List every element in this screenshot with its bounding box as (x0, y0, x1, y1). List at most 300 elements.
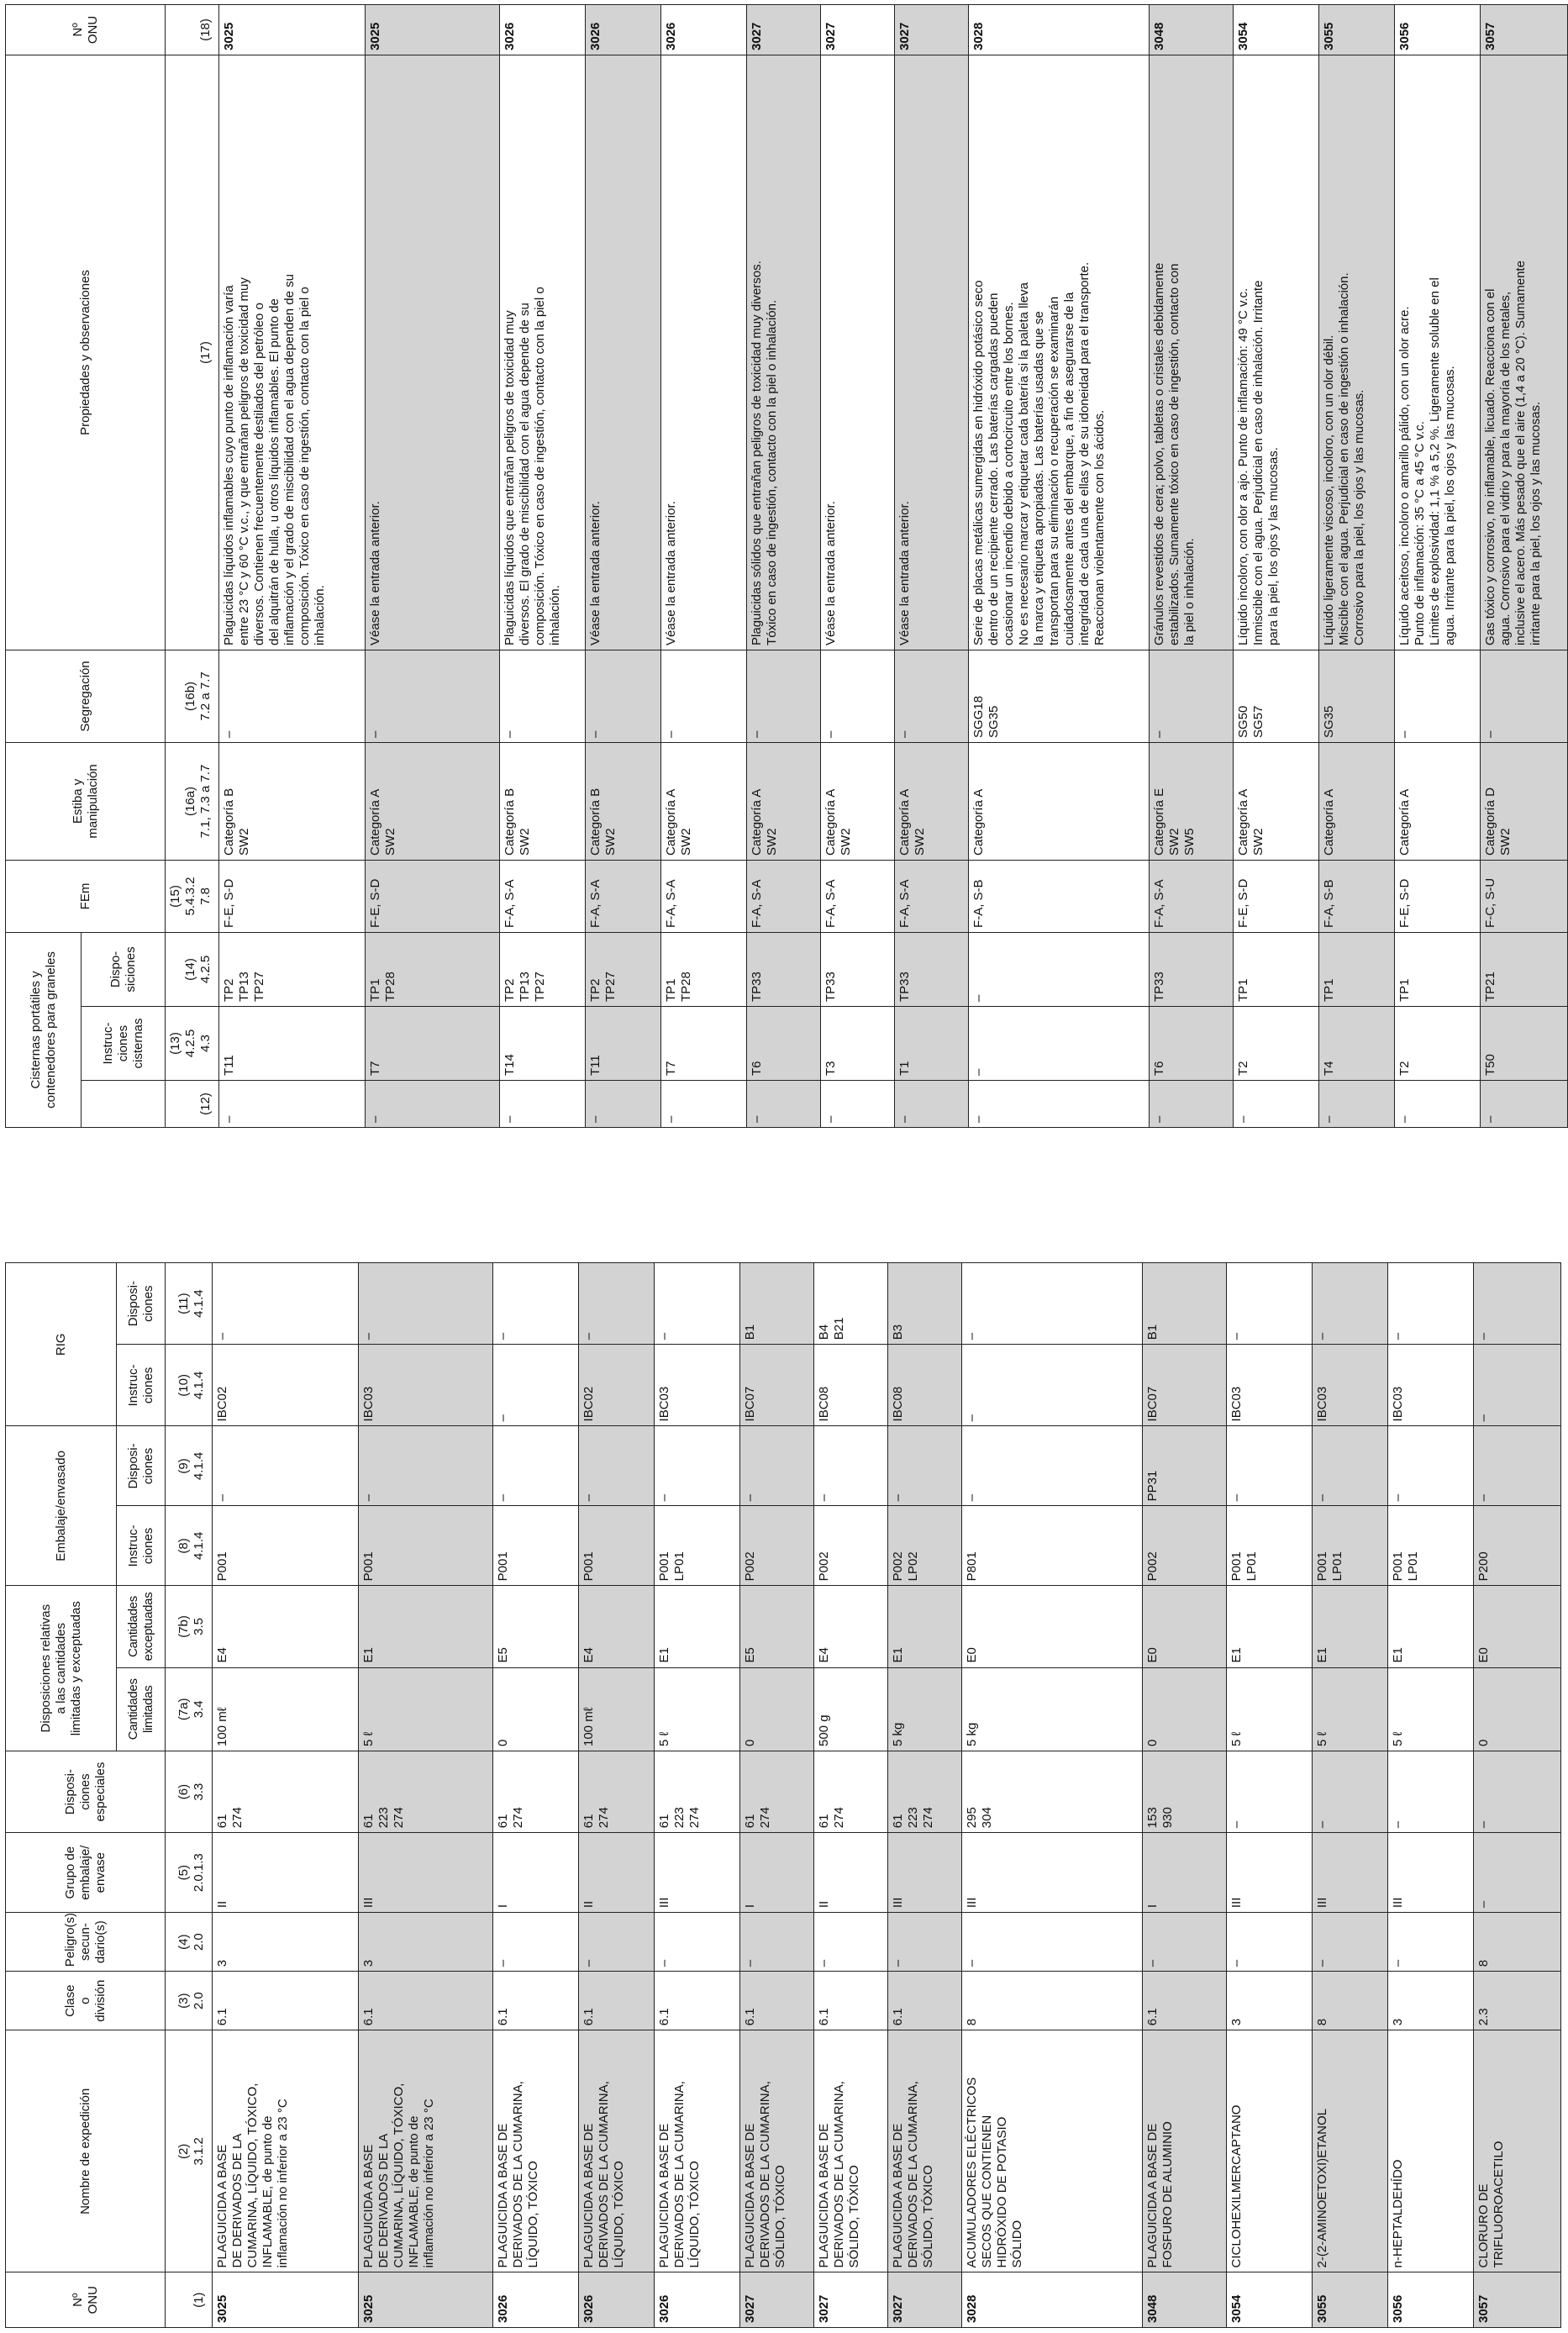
cell-properties: Véase la entrada anterior. (821, 55, 895, 650)
cell-stowage: Categoría A (1395, 742, 1481, 860)
table-row (586, 4, 661, 1127)
cell-ibc-provision: B1 (740, 1263, 814, 1345)
cell-tank-provision: TP33 (1150, 932, 1234, 1006)
cell-stowage: Categoría B SW2 (586, 742, 661, 860)
cell-stowage: Categoría A SW2 (821, 742, 895, 860)
cell-packing-instruction: P001 (579, 1506, 655, 1586)
cell-shipping-name: ACUMULADORES ELÉCTRICOS SECOS QUE CONTIENEN HIDRÓXIDO DE POTASIO SÓLIDO (962, 2030, 1143, 2272)
cell-ems: F-A, S-A (500, 860, 586, 932)
cell-onu: 3025 (359, 2272, 493, 2328)
cell-tank-provision: TP33 (895, 932, 969, 1006)
cell-packing-provision: – (888, 1426, 962, 1506)
cell-packing-group: III (1388, 1833, 1474, 1913)
colnum: (3) 2.0 (166, 1972, 213, 2030)
cell-ibc-instruction: – (493, 1345, 579, 1426)
cell-tank-provision: TP33 (747, 932, 821, 1006)
cell-onu: 3026 (579, 2272, 655, 2328)
cell-class: 3 (1388, 1972, 1474, 2030)
cell-stowage: Categoría A SW2 (661, 742, 747, 860)
header-packing-instructions: Instruc- ciones (117, 1506, 166, 1586)
table-row (895, 4, 969, 1127)
cell-shipping-name: PLAGUICIDA A BASE DE DERIVADOS DE LA CUMARINA, LÍQUIDO, TÓXICO (493, 2030, 579, 2272)
cell-packing-instruction: P002 (740, 1506, 814, 1586)
cell-tank-instruction: T2 (1395, 1007, 1481, 1081)
cell-ems: F-A, S-B (1319, 860, 1395, 932)
cell-ibc-provision: – (1227, 1263, 1313, 1345)
cell-col12: – (219, 1081, 366, 1128)
right-table-body (219, 4, 1568, 1127)
cell-subsidiary-hazard: 3 (213, 1913, 359, 1972)
cell-segregation: SG35 (1319, 650, 1395, 742)
cell-excepted-quantity: E1 (1227, 1586, 1313, 1667)
cell-tank-provision: TP1 TP28 (661, 932, 747, 1006)
cell-packing-instruction: P200 (1474, 1506, 1561, 1586)
cell-onu-right: 3027 (895, 4, 969, 55)
header-onu: Nº ONU (6, 2272, 166, 2328)
cell-class: 6.1 (359, 1972, 493, 2030)
cell-ems: F-E, S-D (366, 860, 500, 932)
colnum: (8) 4.1.4 (166, 1506, 213, 1586)
cell-limited-quantity: 5 ℓ (655, 1667, 740, 1751)
cell-ibc-instruction: IBC03 (655, 1345, 740, 1426)
header-tank-instructions: Instruc- ciones cisternas (82, 1007, 166, 1081)
cell-col12: – (1481, 1081, 1568, 1128)
cell-segregation: – (661, 650, 747, 742)
cell-ems: F-A, S-B (969, 860, 1150, 932)
cell-packing-group: III (359, 1833, 493, 1913)
cell-packing-provision: – (213, 1426, 359, 1506)
cell-ems: F-E, S-D (1395, 860, 1481, 932)
cell-stowage: Categoría A (969, 742, 1150, 860)
left-table-body (213, 1263, 1561, 2328)
cell-properties: Véase la entrada anterior. (586, 55, 661, 650)
cell-segregation: – (747, 650, 821, 742)
cell-tank-instruction: T3 (821, 1007, 895, 1081)
cell-packing-group: II (213, 1833, 359, 1913)
cell-ibc-provision: B1 (1143, 1263, 1227, 1345)
cell-subsidiary-hazard: – (1227, 1913, 1313, 1972)
cell-packing-instruction: P801 (962, 1506, 1143, 1586)
colnum: (15) 5.4.3.2 7.8 (166, 860, 219, 932)
cell-onu-right: 3027 (821, 4, 895, 55)
table-row (1234, 4, 1319, 1127)
cell-ibc-instruction: IBC02 (579, 1345, 655, 1426)
cell-ibc-instruction: IBC02 (213, 1345, 359, 1426)
cell-onu: 3025 (213, 2272, 359, 2328)
cell-ibc-instruction: IBC08 (814, 1345, 888, 1426)
cell-col12: – (1319, 1081, 1395, 1128)
cell-limited-quantity: 100 mℓ (579, 1667, 655, 1751)
cell-limited-quantity: 5 ℓ (359, 1667, 493, 1751)
cell-col12: – (1395, 1081, 1481, 1128)
table-row (1474, 1263, 1561, 2328)
header-segregation: Segregación (6, 650, 166, 742)
cell-onu: 3048 (1143, 2272, 1227, 2328)
cell-class: 6.1 (655, 1972, 740, 2030)
cell-ems: F-E, S-D (1234, 860, 1319, 932)
table-row (366, 4, 500, 1127)
cell-special-provisions: 61 274 (579, 1751, 655, 1833)
colnum: (5) 2.0.1.3 (166, 1833, 213, 1913)
header-ibc-provisions: Disposi- ciones (117, 1263, 166, 1345)
cell-tank-instruction: T11 (219, 1007, 366, 1081)
cell-special-provisions: – (1227, 1751, 1313, 1833)
cell-col12: – (661, 1081, 747, 1128)
cell-tank-provision: TP2 TP27 (586, 932, 661, 1006)
cell-limited-quantity: 0 (1143, 1667, 1227, 1751)
cell-excepted-quantity: E4 (213, 1586, 359, 1667)
cell-special-provisions: 61 274 (814, 1751, 888, 1833)
cell-properties: Líquido aceitoso, incoloro o amarillo pálido, con un olor acre. Punto de inflamación: 35 °C a 45 °C v.c. Límites de explosividad: 1,1 % a 5,2 %. Ligeramente soluble en el agua. Irritante para la piel, los ojos y las mucosas. (1395, 55, 1481, 650)
colnum: (18) (166, 4, 219, 55)
cell-limited-quantity: 0 (1474, 1667, 1561, 1751)
colnum: (4) 2.0 (166, 1913, 213, 1972)
cell-onu: 3028 (962, 2272, 1143, 2328)
cell-ems: F-A, S-A (747, 860, 821, 932)
colnum: (14) 4.2.5 (166, 932, 219, 1006)
table-row (500, 4, 586, 1127)
cell-packing-instruction: P001 (359, 1506, 493, 1586)
cell-onu-right: 3057 (1481, 4, 1568, 55)
cell-shipping-name: CLORURO DE TRIFLUOROACETILO (1474, 2030, 1561, 2272)
cell-properties: Líquido ligeramente viscoso, incoloro, con un olor débil. Miscible con el agua. Perjudicial en caso de ingestión o inhalación. Corrosivo para la piel, los ojos y las mucosas. (1319, 55, 1395, 650)
cell-stowage: Categoría B SW2 (219, 742, 366, 860)
cell-class: 6.1 (888, 1972, 962, 2030)
cell-special-provisions: – (1474, 1751, 1561, 1833)
cell-class: 8 (962, 1972, 1143, 2030)
colnum: (12) (166, 1081, 219, 1128)
cell-tank-instruction: T4 (1319, 1007, 1395, 1081)
cell-ibc-instruction: IBC03 (1227, 1345, 1313, 1426)
header-onu-right: Nº ONU (6, 4, 166, 55)
cell-shipping-name: n-HEPTALDEHÍDO (1388, 2030, 1474, 2272)
cell-tank-provision: TP21 (1481, 932, 1568, 1006)
cell-ibc-provision: – (1474, 1263, 1561, 1345)
header-limited-quantities: Cantidades limitadas (117, 1667, 166, 1751)
cell-tank-provision: TP33 (821, 932, 895, 1006)
cell-onu: 3027 (740, 2272, 814, 2328)
cell-tank-instruction: T6 (747, 1007, 821, 1081)
table-row (1313, 1263, 1388, 2328)
cell-subsidiary-hazard: 8 (1474, 1913, 1561, 1972)
cell-excepted-quantity: E5 (493, 1586, 579, 1667)
cell-excepted-quantity: E4 (579, 1586, 655, 1667)
cell-subsidiary-hazard: – (962, 1913, 1143, 1972)
cell-shipping-name: 2-(2-AMINOETOXI)ETANOL (1313, 2030, 1388, 2272)
cell-stowage: Categoría A SW2 (747, 742, 821, 860)
cell-packing-instruction: P001 LP01 (1227, 1506, 1313, 1586)
cell-segregation: SG50 SG57 (1234, 650, 1319, 742)
header-quantities-group: Disposiciones relativas a las cantidades limitadas y exceptuadas (6, 1586, 117, 1751)
table-row (1481, 4, 1568, 1127)
cell-tank-instruction: T6 (1150, 1007, 1234, 1081)
cell-ibc-provision: – (213, 1263, 359, 1345)
cell-tank-provision: TP1 (1319, 932, 1395, 1006)
cell-packing-provision: – (1388, 1426, 1474, 1506)
cell-subsidiary-hazard: – (1388, 1913, 1474, 1972)
colnum: (6) 3.3 (166, 1751, 213, 1833)
cell-onu-right: 3054 (1234, 4, 1319, 55)
table-row (661, 4, 747, 1127)
cell-limited-quantity: 500 g (814, 1667, 888, 1751)
cell-properties: Plaguicidas sólidos que entrañan peligros de toxicidad muy diversos. Tóxico en caso de ingestión, contacto con la piel o inhalación. (747, 55, 821, 650)
cell-shipping-name: PLAGUICIDA A BASE DE DERIVADOS DE LA CUMARINA, LÍQUIDO, TÓXICO (655, 2030, 740, 2272)
cell-ibc-instruction: – (962, 1345, 1143, 1426)
cell-shipping-name: PLAGUICIDA A BASE DE DERIVADOS DE LA CUMARINA, LÍQUIDO, TÓXICO (579, 2030, 655, 2272)
header-properties: Propiedades y observaciones (6, 55, 166, 650)
cell-segregation: – (219, 650, 366, 742)
header-blank (82, 1081, 166, 1128)
cell-tank-instruction: T7 (661, 1007, 747, 1081)
header-class: Clase o división (6, 1972, 166, 2030)
cell-subsidiary-hazard: – (1143, 1913, 1227, 1972)
cell-ibc-instruction: IBC03 (1388, 1345, 1474, 1426)
cell-packing-instruction: P001 (493, 1506, 579, 1586)
cell-ems: F-C, S-U (1481, 860, 1568, 932)
colnum: (16b) 7.2 a 7.7 (166, 650, 219, 742)
colnum: (7a) 3.4 (166, 1667, 213, 1751)
cell-onu: 3056 (1388, 2272, 1474, 2328)
cell-segregation: – (500, 650, 586, 742)
header-tanks-group: Cisternas portátiles y contenedores para graneles (6, 932, 82, 1127)
cell-packing-group: II (814, 1833, 888, 1913)
table-row (1143, 1263, 1227, 2328)
cell-excepted-quantity: E1 (655, 1586, 740, 1667)
cell-segregation: SGG18 SG35 (969, 650, 1150, 742)
table-row (740, 1263, 814, 2328)
cell-packing-provision: – (493, 1426, 579, 1506)
cell-ibc-instruction: IBC03 (359, 1345, 493, 1426)
cell-subsidiary-hazard: – (655, 1913, 740, 1972)
colnum: (11) 4.1.4 (166, 1263, 213, 1345)
cell-ems: F-E, S-D (219, 860, 366, 932)
cell-onu-right: 3026 (500, 4, 586, 55)
colnum: (7b) 3.5 (166, 1586, 213, 1667)
cell-tank-provision: TP1 (1234, 932, 1319, 1006)
cell-ibc-provision: – (962, 1263, 1143, 1345)
cell-ibc-provision: – (1313, 1263, 1388, 1345)
cell-limited-quantity: 100 mℓ (213, 1667, 359, 1751)
cell-tank-instruction: T1 (895, 1007, 969, 1081)
cell-tank-provision: – (969, 932, 1150, 1006)
cell-ibc-instruction: IBC08 (888, 1345, 962, 1426)
cell-packing-instruction: P002 (1143, 1506, 1227, 1586)
table-row (814, 1263, 888, 2328)
cell-packing-provision: – (359, 1426, 493, 1506)
table-row (747, 4, 821, 1127)
table-row (359, 1263, 493, 2328)
colnum: (2) 3.1.2 (166, 2030, 213, 2272)
cell-packing-provision: – (962, 1426, 1143, 1506)
cell-packing-instruction: P001 (213, 1506, 359, 1586)
cell-limited-quantity: 5 kg (962, 1667, 1143, 1751)
cell-limited-quantity: 5 ℓ (1388, 1667, 1474, 1751)
cell-ibc-provision: – (1388, 1263, 1474, 1345)
cell-class: 6.1 (493, 1972, 579, 2030)
cell-segregation: – (1395, 650, 1481, 742)
cell-onu-right: 3026 (586, 4, 661, 55)
cell-excepted-quantity: E4 (814, 1586, 888, 1667)
cell-properties: Plaguicidas líquidos que entrañan peligros de toxicidad muy diversos. El grado de miscibilidad con el agua depende de su composición. Tóxico en caso de ingestión, contacto con la piel o inhalación. (500, 55, 586, 650)
table-row (888, 1263, 962, 2328)
colnum: (13) 4.2.5 4.3 (166, 1007, 219, 1081)
cell-packing-provision: – (1313, 1426, 1388, 1506)
cell-excepted-quantity: E5 (740, 1586, 814, 1667)
header-tank-provisions: Dispo- siciones (82, 932, 166, 1006)
cell-subsidiary-hazard: – (740, 1913, 814, 1972)
cell-col12: – (366, 1081, 500, 1128)
cell-packing-instruction: P002 LP02 (888, 1506, 962, 1586)
cell-subsidiary-hazard: – (579, 1913, 655, 1972)
cell-onu: 3054 (1227, 2272, 1313, 2328)
cell-onu-right: 3055 (1319, 4, 1395, 55)
cell-shipping-name: PLAGUICIDA A BASE DE DERIVADOS DE LA CUMARINA, SÓLIDO, TÓXICO (814, 2030, 888, 2272)
cell-special-provisions: 61 223 274 (888, 1751, 962, 1833)
cell-packing-provision: – (1227, 1426, 1313, 1506)
cell-ems: F-A, S-A (661, 860, 747, 932)
colnum: (16a) 7.1, 7.3 a 7.7 (166, 742, 219, 860)
table-row (219, 4, 366, 1127)
cell-tank-instruction: T2 (1234, 1007, 1319, 1081)
cell-class: 6.1 (1143, 1972, 1227, 2030)
cell-segregation: – (821, 650, 895, 742)
cell-packing-group: III (1313, 1833, 1388, 1913)
cell-limited-quantity: 5 ℓ (1227, 1667, 1313, 1751)
cell-packing-group: I (493, 1833, 579, 1913)
cell-shipping-name: PLAGUICIDA A BASE DE DERIVADOS DE LA CUMARINA, LÍQUIDO, TÓXICO, INFLAMABLE, de punto de inflamación no inferior a 23 °C (213, 2030, 359, 2272)
cell-packing-group: III (1227, 1833, 1313, 1913)
cell-properties: Véase la entrada anterior. (661, 55, 747, 650)
cell-stowage: Categoría A SW2 (895, 742, 969, 860)
cell-special-provisions: 61 223 274 (655, 1751, 740, 1833)
colnum: (1) (166, 2272, 213, 2328)
cell-stowage: Categoría E SW2 SW5 (1150, 742, 1234, 860)
cell-stowage: Categoría A (1319, 742, 1395, 860)
cell-stowage: Categoría A SW2 (366, 742, 500, 860)
cell-packing-instruction: P001 LP01 (1313, 1506, 1388, 1586)
cell-col12: – (969, 1081, 1150, 1128)
cell-onu-right: 3028 (969, 4, 1150, 55)
cell-excepted-quantity: E0 (1143, 1586, 1227, 1667)
cell-stowage: Categoría D SW2 (1481, 742, 1568, 860)
cell-onu: 3055 (1313, 2272, 1388, 2328)
cell-packing-group: III (655, 1833, 740, 1913)
cell-tank-provision: TP2 TP13 TP27 (500, 932, 586, 1006)
cell-excepted-quantity: E1 (1388, 1586, 1474, 1667)
cell-properties: Líquido incoloro, con olor a ajo. Punto de inflamación: 49 °C v.c. Inmiscible con el agua. Perjudicial en caso de inhalación. Irritante para la piel, los ojos y las mucosas. (1234, 55, 1319, 650)
cell-limited-quantity: 0 (740, 1667, 814, 1751)
dangerous-goods-list-right-table (5, 4, 1568, 1128)
colnum: (9) 4.1.4 (166, 1426, 213, 1506)
cell-special-provisions: 61 274 (213, 1751, 359, 1833)
cell-limited-quantity: 5 ℓ (1313, 1667, 1388, 1751)
cell-ems: F-A, S-A (586, 860, 661, 932)
header-ems: FEm (6, 860, 166, 932)
header-packing-group: Grupo de embalaje/ envase (6, 1833, 166, 1913)
cell-subsidiary-hazard: – (1313, 1913, 1388, 1972)
cell-tank-instruction: T11 (586, 1007, 661, 1081)
cell-col12: – (747, 1081, 821, 1128)
table-row (1388, 1263, 1474, 2328)
cell-special-provisions: 295 304 (962, 1751, 1143, 1833)
cell-packing-group: III (962, 1833, 1143, 1913)
cell-class: 6.1 (740, 1972, 814, 2030)
cell-tank-instruction: T14 (500, 1007, 586, 1081)
cell-properties: Véase la entrada anterior. (366, 55, 500, 650)
cell-ems: F-A, S-A (821, 860, 895, 932)
cell-packing-group: I (1143, 1833, 1227, 1913)
cell-tank-instruction: T50 (1481, 1007, 1568, 1081)
header-subsidiary-hazard: Peligro(s) secun- dario(s) (6, 1913, 166, 1972)
cell-col12: – (1234, 1081, 1319, 1128)
cell-ibc-instruction: IBC07 (740, 1345, 814, 1426)
table-row (1395, 4, 1481, 1127)
cell-special-provisions: – (1313, 1751, 1388, 1833)
cell-packing-provision: – (655, 1426, 740, 1506)
cell-segregation: – (366, 650, 500, 742)
colnum: (10) 4.1.4 (166, 1345, 213, 1426)
cell-shipping-name: CICLOHEXILMERCAPTANO (1227, 2030, 1313, 2272)
cell-tank-provision: TP2 TP13 TP27 (219, 932, 366, 1006)
cell-onu: 3026 (493, 2272, 579, 2328)
cell-packing-provision: – (814, 1426, 888, 1506)
cell-packing-group: II (579, 1833, 655, 1913)
cell-special-provisions: 61 223 274 (359, 1751, 493, 1833)
cell-col12: – (500, 1081, 586, 1128)
cell-subsidiary-hazard: 3 (359, 1913, 493, 1972)
cell-excepted-quantity: E1 (888, 1586, 962, 1667)
cell-class: 6.1 (579, 1972, 655, 2030)
cell-onu: 3027 (814, 2272, 888, 2328)
cell-ibc-provision: – (655, 1263, 740, 1345)
cell-ibc-instruction: IBC03 (1313, 1345, 1388, 1426)
cell-stowage: Categoría B SW2 (500, 742, 586, 860)
cell-ibc-provision: B4 B21 (814, 1263, 888, 1345)
cell-special-provisions: 153 930 (1143, 1751, 1227, 1833)
cell-properties: Gránulos revestidos de cera; polvo, tabletas o cristales debidamente estabilizados. Sumamente tóxico en caso de ingestión, contacto con la piel o inhalación. (1150, 55, 1234, 650)
table-row (1319, 4, 1395, 1127)
cell-class: 6.1 (814, 1972, 888, 2030)
header-packing-group-heading: Embalaje/envasado (6, 1426, 117, 1586)
cell-excepted-quantity: E0 (1474, 1586, 1561, 1667)
cell-onu: 3027 (888, 2272, 962, 2328)
cell-properties: Plaguicidas líquidos inflamables cuyo punto de inflamación varía entre 23 °C y 60 °C v.c., y que entrañan peligros de toxicidad muy diversos. Contienen frecuentemente destilados del petróleo o del alquitrán de hulla, u otros líquidos inflamables. El punto de inflamación y el grado de miscibilidad con el agua dependen de su composición. Tóxico en caso de ingestión, contacto con la piel o inhalación. (219, 55, 366, 650)
cell-segregation: – (1481, 650, 1568, 742)
table-row (821, 4, 895, 1127)
cell-onu-right: 3056 (1395, 4, 1481, 55)
cell-ibc-provision: B3 (888, 1263, 962, 1345)
cell-shipping-name: PLAGUICIDA A BASE DE DERIVADOS DE LA CUMARINA, SÓLIDO, TÓXICO (740, 2030, 814, 2272)
cell-ibc-instruction: IBC07 (1143, 1345, 1227, 1426)
dangerous-goods-list-left-table (5, 1262, 1561, 2328)
cell-special-provisions: – (1388, 1751, 1474, 1833)
cell-excepted-quantity: E1 (1313, 1586, 1388, 1667)
cell-packing-provision: – (1474, 1426, 1561, 1506)
cell-onu-right: 3048 (1150, 4, 1234, 55)
cell-packing-group: I (740, 1833, 814, 1913)
cell-ibc-instruction: – (1474, 1345, 1561, 1426)
cell-special-provisions: 61 274 (493, 1751, 579, 1833)
cell-segregation: – (586, 650, 661, 742)
cell-shipping-name: PLAGUICIDA A BASE DE DERIVADOS DE LA CUMARINA, LÍQUIDO, TÓXICO, INFLAMABLE, de punto de inflamación no inferior a 23 °C (359, 2030, 493, 2272)
cell-shipping-name: PLAGUICIDA A BASE DE FOSFURO DE ALUMINIO (1143, 2030, 1227, 2272)
table-row (655, 1263, 740, 2328)
header-special-provisions: Disposi- ciones especiales (6, 1751, 166, 1833)
cell-special-provisions: 61 274 (740, 1751, 814, 1833)
cell-limited-quantity: 5 kg (888, 1667, 962, 1751)
cell-onu-right: 3027 (747, 4, 821, 55)
table-row (1150, 4, 1234, 1127)
